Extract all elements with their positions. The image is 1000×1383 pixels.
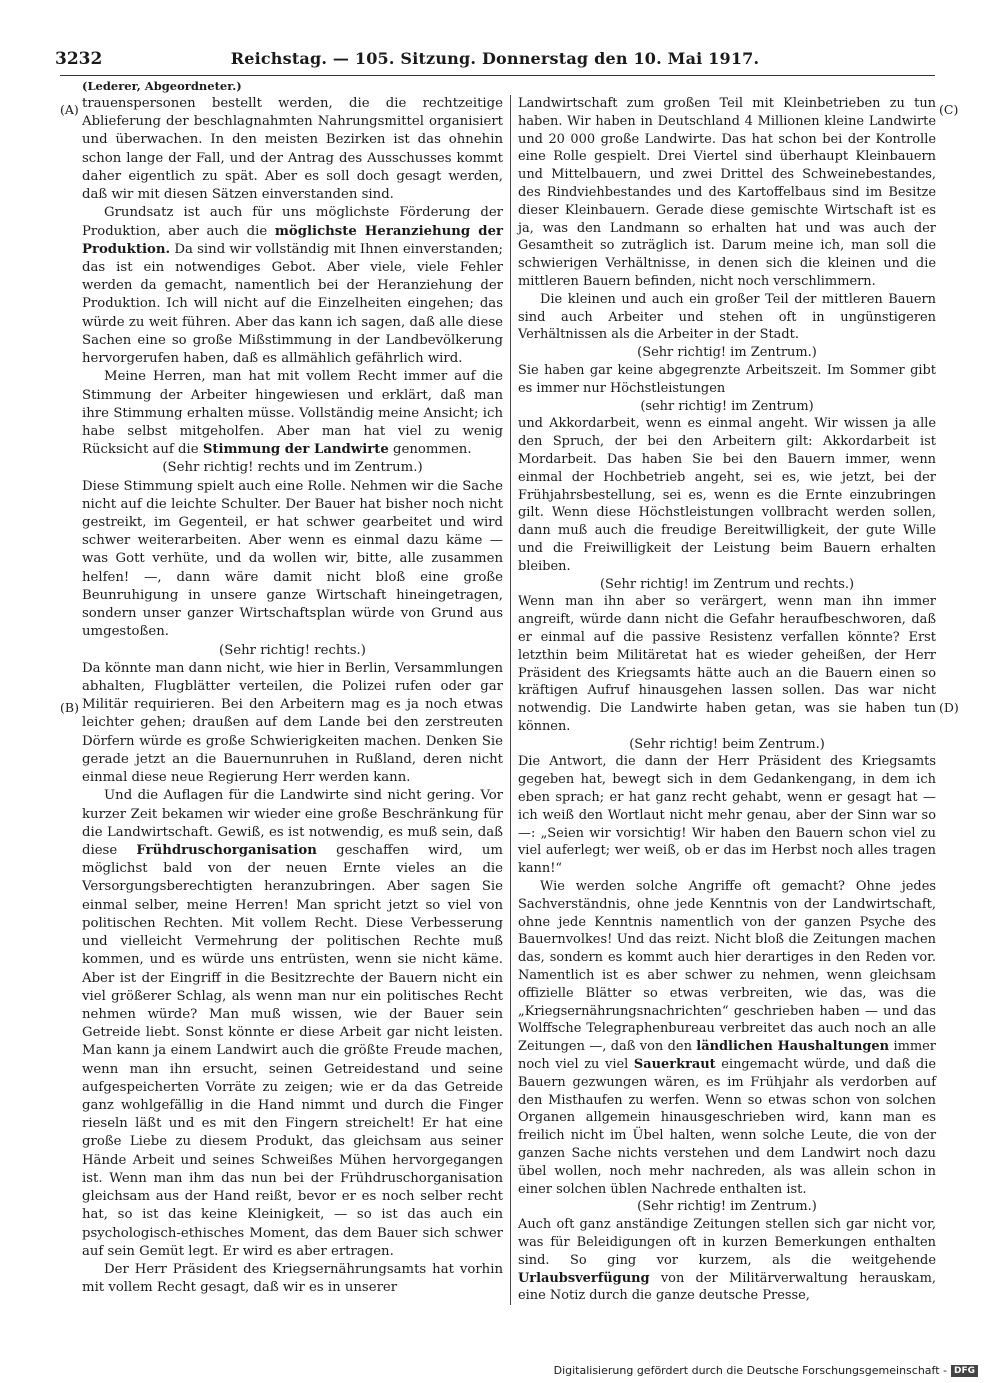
paragraph: Wenn man ihn aber so verärgert, wenn man ihn immer angreift, würde dann nicht die Gefahr heraufbeschworen, daß er einmal auf die passive Resistenz verfallen könnte? Erst letzthin beim Militäretat hat es wieder geheißen, der Herr Präsident des Kriegsamts hätte auch an die Bauern einen so kräftigen Aufruf hinausgehen lassen sollen. Das war nicht notwendig. Die Landwirte haben getan, was sie haben tun können.	[518, 594, 936, 734]
text-run: Wie werden solche Angriffe oft gemacht? Ohne jedes Sachverständnis, ohne jede Kenntnis von der Landwirtschaft, ohne jede Kenntnis namentlich von der ganzen Psyche des Bauernvolkes! Und das reizt. Nicht bloß die Zeitungen machen das, sondern es kommt auch hier derartiges in den Reden vor. Namentlich ist es aber schwer zu nehmen, wenn gleichsam offizielle Blätter so etwas verbreiten, wie das, was die „Kriegsernährungsnachrichten“ geschrieben haben — und das Wolffsche Telegraphenbureau verbreitet das auch noch an alle Zeitungen —, daß von den	[518, 879, 936, 1055]
paragraph: Die kleinen und auch ein großer Teil der mittleren Bauern sind auch Arbeiter und stehen oft in ungünstigeren Verhältnissen als die Arbeiter in der Stadt.	[518, 291, 936, 343]
right-column	[518, 95, 936, 1305]
text-run: Und die Auflagen für die Landwirte sind nicht gering. Vor kurzer Zeit bekamen wir wieder eine große Beschränkung für die Landwirtschaft. Gewiß, es ist notwendig, es muß sein, daß diese	[82, 788, 503, 858]
text-run: Auch oft ganz anständige Zeitungen stellen sich gar nicht vor, was für Beleidigungen oft in kurzen Bemerkungen enthalten sind. So ging vor kurzem, als die weitgehende	[518, 1217, 936, 1268]
text-run: Grundsatz ist auch für uns möglichste Förderung der Produktion, aber auch die	[82, 205, 503, 239]
paragraph: Diese Stimmung spielt auch eine Rolle. Nehmen wir die Sache nicht auf die leichte Schulter. Der Bauer hat bisher noch nicht gestreikt, im Gegenteil, er hat schwer gearbeitet und wird schwer weiterarbeiten. Aber wenn es einmal dazu käme — was Gott verhüte, und da wollen wir, bitte, alle zusammen helfen! —, dann wäre damit nicht bloß eine große Beunruhigung in unsere ganze Wirtschaft hineingetragen, sondern unser ganzer Wirtschaftsplan würde von Grund aus umgestoßen.	[82, 478, 503, 640]
text-run: eingemacht würde, und daß die Bauern gezwungen wären, es im Frühjahr als verdorben auf den Misthaufen zu werfen. Wenn so etwas schon von solchen Organen allgemein hinausgeschrieben wird, kann man es freilich nicht im Übel halten, wenn solche Leute, die von der ganzen Sache nichts verstehen und dem Landwirt noch dazu übel wollen, noch mehr nachreden, als was allein schon in einer solchen üblen Nachrede enthalten ist.	[518, 1057, 937, 1197]
paragraph	[518, 878, 936, 1198]
paragraph	[82, 787, 503, 1261]
paragraph: Landwirtschaft zum großen Teil mit Kleinbetrieben zu tun haben. Wir haben in Deutschland 4 Millionen kleine Landwirte und 20 000 große Landwirte. Das hat schon bei der Kontrolle eine Rolle gespielt. Drei Viertel sind überhaupt Kleinbauern und Mittelbauern, und zwei Drittel des Schweinebestandes, des Rindviehbestandes und des Kartoffelbaus sind im Besitze dieser Kleinbauern. Gerade diese gemischte Wirtschaft ist es ja, was den Landmann so erhalten hat und was auch der Gesamtheit so zuträglich ist. Darum meine ich, man soll die schwierigen Verhältnisse, in denen sich die kleinen und die mittleren Bauern befinden, nicht noch verschlimmern.	[518, 96, 936, 289]
interjection: (Sehr richtig! im Zentrum.)	[637, 345, 817, 361]
paragraph: Da könnte man dann nicht, wie hier in Berlin, Versammlungen abhalten, Flugblätter verteilen, die Polizei rufen oder gar Militär requirieren. Bei den Arbeitern mag es ja noch etwas leichter gehen; draußen auf dem Lande bei den zerstreuten Dörfern würde es große Schwierigkeiten machen. Denken Sie gerade jetzt an die Bauernunruhen in Rußland, deren nicht einmal diese neue Regierung Herr werden kann.	[82, 660, 503, 786]
speaker-line: (Lederer, Abgeordneter.)	[82, 79, 242, 93]
interjection: (Sehr richtig! rechts.)	[219, 642, 366, 658]
column-divider	[510, 95, 511, 1305]
text-run: Da sind wir vollständig mit Ihnen einverstanden; das ist ein notwendiges Gebot. Aber viele, viele Fehler werden da gemacht, namentlich bei der Heranziehung der Produktion. Ich will nicht auf die Einzelheiten eingehen; das würde zu weit führen. Aber das kann ich sagen, daß alle diese Sachen eine so große Mißstimmung in der Landbevölkerung hervorgerufen haben, daß es allmählich gefährlich wird.	[82, 241, 503, 367]
interjection: (sehr richtig! im Zentrum)	[640, 398, 814, 414]
text-run: geschaffen wird, um möglichst bald von der neuen Ernte vieles an die Versorgungsberechtigten heranzubringen. Aber sagen Sie einmal selber, meine Herren! Man spricht jetzt so viel von politischen Rechten. Mit vollem Recht. Diese Verbesserung und vielleicht Vermehrung der politischen Rechte muß kommen, und es würde uns entrüsten, wenn sie nicht käme. Aber ist der Eingriff in die Besitzrechte der Bauern nicht ein viel größerer Schlag, als wenn man nur ein politisches Recht nehmen würde? Man muß wissen, wie der Bauer sein Getreide liebt. Sonst könnte er diese Arbeit gar nicht leisten. Man kann ja einem Landwirt auch die größte Freude machen, wenn man ihn ersucht, seinen Getreidestand und seine aufgespeicherten Vorräte zu zeigen; wie er da das Getreide ganz wohlgefällig in die Hand nimmt und durch die Finger rieseln läßt und es mit den Fingern streichelt! Er hat eine große Liebe zu diesem Produkt, das gleichsam aus seiner Hände Arbeit und seines Schweißes Mühen hervorgegangen ist. Wenn man ihm das nun bei der Frühdruschorganisation gleichsam aus der Hand reißt, bevor er es noch selber recht hat, so ist das keine Kleinigkeit, — so ist das auch ein psychologisch-ethisches Moment, das dem Bauer sich schwer auf sein Gemüt legt. Er wird es aber ertragen.	[82, 842, 503, 1259]
interjection: (Sehr richtig! rechts und im Zentrum.)	[162, 460, 423, 476]
paragraph	[518, 1216, 936, 1305]
paragraph: Sie haben gar keine abgegrenzte Arbeitszeit. Im Sommer gibt es immer nur Höchstleistungen	[518, 362, 936, 396]
running-title: Reichstag. — 105. Sitzung. Donnerstag den 10. Mai 1917.	[230, 49, 760, 68]
paragraph: und Akkordarbeit, wenn es einmal angeht. Wir wissen ja alle den Spruch, der bei den Arbeitern gilt: Akkordarbeit ist Mordarbeit. Das haben Sie bei den Bauern immer, wenn einmal der Hochbetrieb angeht, sei es, wie jetzt, bei der Frühjahrsbestellung, sei es, wenn es die Ernte einzubringen gilt. Wenn diese Höchstleistungen vollbracht werden sollen, dann muß auch die freudige Bereitwilligkeit, der gute Wille und die Freiwilligkeit der Leistung beim Bauern erhalten bleiben.	[518, 416, 936, 574]
emphasis-text: Frühdruschorganisation	[136, 842, 317, 858]
paragraph	[82, 204, 503, 368]
margin-marker-b: (B)	[60, 700, 79, 715]
emphasis-text: möglichste Heranziehung der Produktion.	[82, 223, 503, 257]
text-run: immer noch viel zu viel	[518, 1039, 936, 1073]
dfg-logo: DFG	[951, 1365, 978, 1377]
paragraph: Die Antwort, die dann der Herr Präsident des Kriegsamts gegeben hat, bewegt sich in dem Gedankengang, in dem ich eben sprach; er hat ganz recht gehabt, wenn er gesagt hat — ich weiß den Wortlaut nicht mehr genau, aber der Sinn war so —: „Seien wir vorsichtig! Wir haben den Bauern schon viel zu viel auferlegt; wer weiß, ob er das im Herbst noch alles tragen kann!“	[518, 754, 936, 877]
paragraph	[82, 368, 503, 459]
emphasis-text: Sauerkraut	[633, 1057, 716, 1073]
text-run: genommen.	[388, 442, 472, 458]
margin-marker-a: (A)	[60, 102, 79, 117]
interjection: (Sehr richtig! beim Zentrum.)	[629, 736, 825, 752]
interjection: (Sehr richtig! im Zentrum und rechts.)	[599, 576, 855, 592]
left-column	[82, 95, 503, 1297]
page-number: 3232	[55, 49, 103, 69]
header-rule	[60, 75, 935, 76]
margin-marker-c: (C)	[939, 102, 959, 117]
emphasis-text: ländlichen Haushaltungen	[696, 1039, 890, 1055]
digitization-credit	[554, 1364, 978, 1377]
text-run: Meine Herren, man hat mit vollem Recht immer auf die Stimmung der Arbeiter hingewiesen und erklärt, daß man ihre Stimmung erhalten müsse. Vollständig meine Ansicht; ich habe selbst mitgeholfen. Aber man hat viel zu wenig Rücksicht auf die	[82, 369, 503, 458]
credit-text: Digitalisierung gefördert durch die Deutsche Forschungsgemeinschaft -	[553, 1364, 947, 1377]
emphasis-text: Stimmung der Landwirte	[202, 442, 389, 458]
paragraph: trauenspersonen bestellt werden, die die rechtzeitige Ablieferung der beschlagnahmten Nahrungsmittel organisiert und überwachen. In den meisten Bezirken ist das ohnehin schon lange der Fall, und der Antrag des Ausschusses kommt daher eigentlich zu spät. Aber es soll doch gesagt werden, daß wir mit diesen Sätzen einverstanden sind.	[82, 96, 503, 203]
margin-marker-d: (D)	[939, 700, 959, 715]
page-header	[55, 49, 935, 75]
interjection: (Sehr richtig! im Zentrum.)	[637, 1199, 817, 1215]
paragraph: Der Herr Präsident des Kriegsernährungsamts hat vorhin mit vollem Recht gesagt, daß wir es in unserer	[82, 1262, 503, 1296]
emphasis-text: Urlaubsverfügung	[518, 1270, 650, 1286]
text-run: von der Militärverwaltung herauskam, eine Notiz durch die ganze deutsche Presse,	[518, 1270, 936, 1304]
